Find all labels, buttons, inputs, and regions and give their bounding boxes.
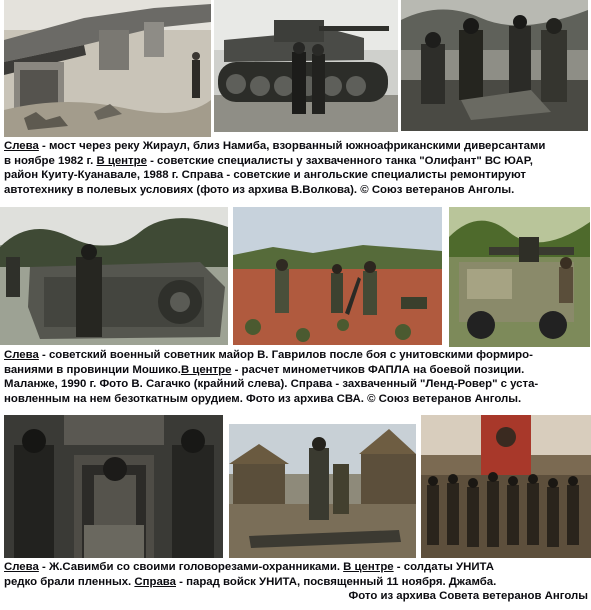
- caption-text: - солдаты УНИТА: [393, 561, 495, 573]
- photo-fapla-mortar-crew: [233, 207, 442, 345]
- caption-text: новленным на нем безоткатным орудием. Фото из архива СВА. © Союз ветеранов Анголы.: [4, 392, 522, 405]
- photo-credit: Фото из архива Совета ветеранов Анголы: [348, 590, 588, 603]
- caption-text: ваниями в провинции Мошико.: [4, 363, 181, 376]
- caption-center-marker: В центре: [96, 154, 147, 167]
- caption-right-marker: Справа: [134, 575, 176, 588]
- caption-left-marker: Слева: [4, 561, 39, 573]
- photo-savimbi-bodyguards: [4, 415, 223, 558]
- photo-captured-land-rover: [449, 207, 590, 347]
- caption-row-1: [4, 139, 588, 197]
- caption-left-marker: Слева: [4, 349, 39, 361]
- caption-center-marker: В центре: [180, 363, 232, 376]
- caption-text: Маланже, 1990 г. Фото В. Сагачко (крайний слева). Справа - захваченный "Ленд-Ровер" с уста-: [4, 378, 539, 391]
- photo-unita-soldiers: [229, 424, 416, 558]
- caption-text: в ноябре 1982 г.: [4, 154, 97, 167]
- caption-text: - Ж.Савимби со своими головорезами-охранниками.: [38, 561, 344, 573]
- caption-row-3: [4, 560, 588, 604]
- photo-vehicle-repair: [401, 0, 588, 131]
- photo-destroyed-bridge: [4, 0, 211, 137]
- caption-left-marker: Слева: [4, 140, 39, 152]
- caption-text: район Куиту-Куанавале, 1988 г. Справа - советские и ангольские специалисты ремонтируют: [4, 169, 527, 182]
- photo-major-gavrilov: [0, 207, 228, 345]
- caption-text: редко брали пленных.: [4, 575, 135, 588]
- caption-text: - парад войск УНИТА, посвященный 11 ноября. Джамба.: [175, 575, 497, 588]
- photo-captured-olifant-tank: [214, 0, 398, 132]
- caption-text: - советский военный советник майор В. Гаврилов после боя с унитовскими формиро-: [38, 349, 533, 361]
- caption-text: - расчет минометчиков ФАПЛА на боевой позиции.: [231, 363, 525, 376]
- photo-unita-parade: [421, 415, 591, 558]
- caption-text: - советские специалисты у захваченного танка "Олифант" ВС ЮАР,: [146, 154, 533, 167]
- caption-center-marker: В центре: [343, 561, 394, 573]
- caption-row-2: [4, 348, 588, 406]
- caption-text: автотехнику в полевых условиях (фото из архива В.Волкова). © Союз ветеранов Анголы.: [4, 183, 515, 196]
- caption-text: - мост через реку Жираул, близ Намиба, взорванный южноафриканскими диверсантами: [38, 140, 546, 152]
